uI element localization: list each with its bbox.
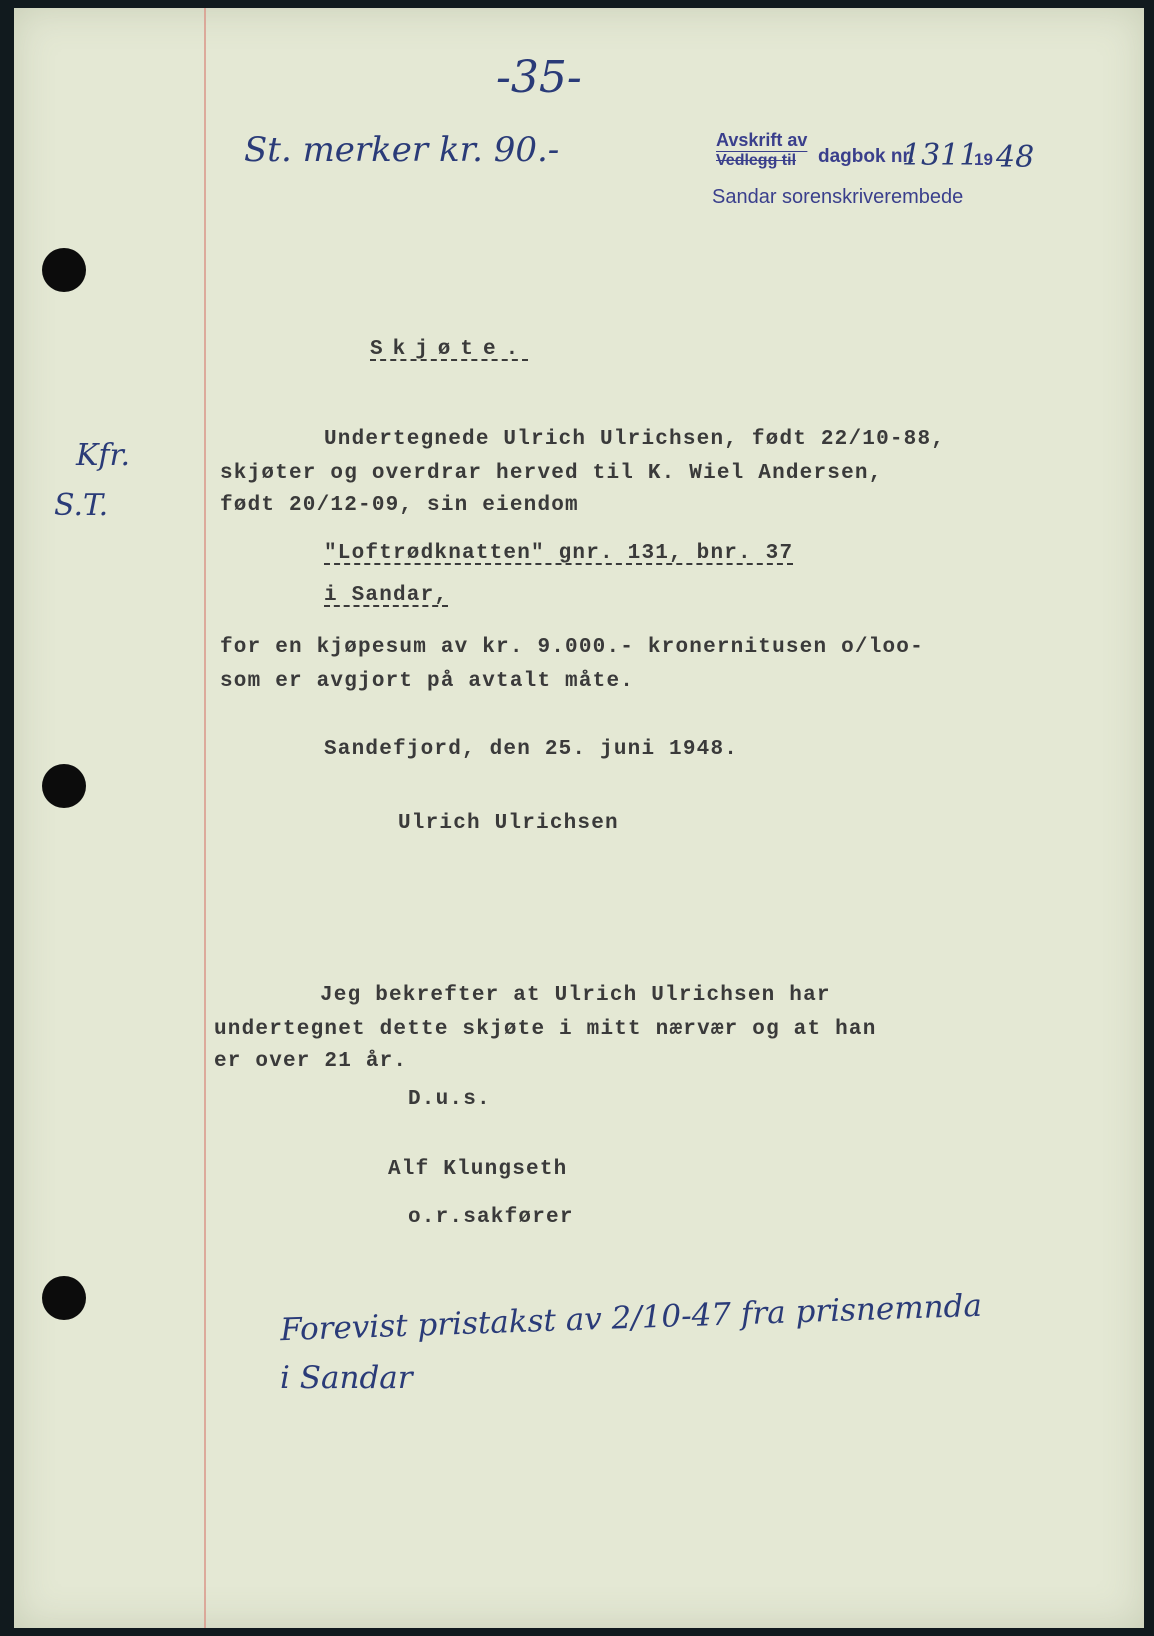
margin-initials: S.T. (54, 488, 109, 523)
stamp-line: Avskrift av (716, 130, 808, 150)
document-page (14, 8, 1144, 1628)
handwritten-note: i Sandar (280, 1360, 413, 1396)
stamp-year-prefix: 19 (974, 150, 993, 169)
body-line: Undertegnede Ulrich Ulrichsen, født 22/10-88, (324, 428, 946, 451)
witness-line: er over 21 år. (214, 1050, 408, 1073)
stamp-line: Vedlegg til (716, 152, 797, 169)
handwritten-note: Forevist pristakst av 2/10-47 fra prisnemnda (279, 1287, 983, 1349)
page-number: -35- (496, 52, 582, 103)
margin-line (204, 8, 206, 1628)
stamp-duty-note: St. merker kr. 90.- (244, 130, 560, 170)
punch-hole (42, 1276, 86, 1320)
journal-number: 1311 (902, 138, 979, 173)
stamp-line: dagbok nr. (818, 146, 915, 167)
place-line: i Sandar, (324, 584, 449, 607)
body-line: som er avgjort på avtalt måte. (220, 670, 635, 693)
witness-title: o.r.sakfører (408, 1206, 574, 1229)
witness-line: undertegnet dette skjøte i mitt nærvær og at han (214, 1018, 877, 1041)
date-line: Sandefjord, den 25. juni 1948. (324, 738, 739, 761)
witness-name: Alf Klungseth (388, 1158, 568, 1181)
punch-hole (42, 248, 86, 292)
witness-line: Jeg bekrefter at Ulrich Ulrichsen har (320, 984, 831, 1007)
punch-hole (42, 764, 86, 808)
stamp-year: 48 (996, 140, 1035, 175)
property-line: "Loftrødknatten" gnr. 131, bnr. 37 (324, 542, 794, 565)
document-title: Skjøte. (370, 338, 529, 361)
dus-line: D.u.s. (408, 1088, 491, 1111)
body-line: født 20/12-09, sin eiendom (220, 494, 579, 517)
body-line: skjøter og overdrar herved til K. Wiel Andersen, (220, 462, 883, 485)
stamp-office: Sandar sorenskriverembede (712, 186, 964, 208)
seller-signature: Ulrich Ulrichsen (398, 812, 619, 835)
margin-initials: Kfr. (76, 438, 131, 473)
body-line: for en kjøpesum av kr. 9.000.- kronernitusen o/loo- (220, 636, 924, 659)
